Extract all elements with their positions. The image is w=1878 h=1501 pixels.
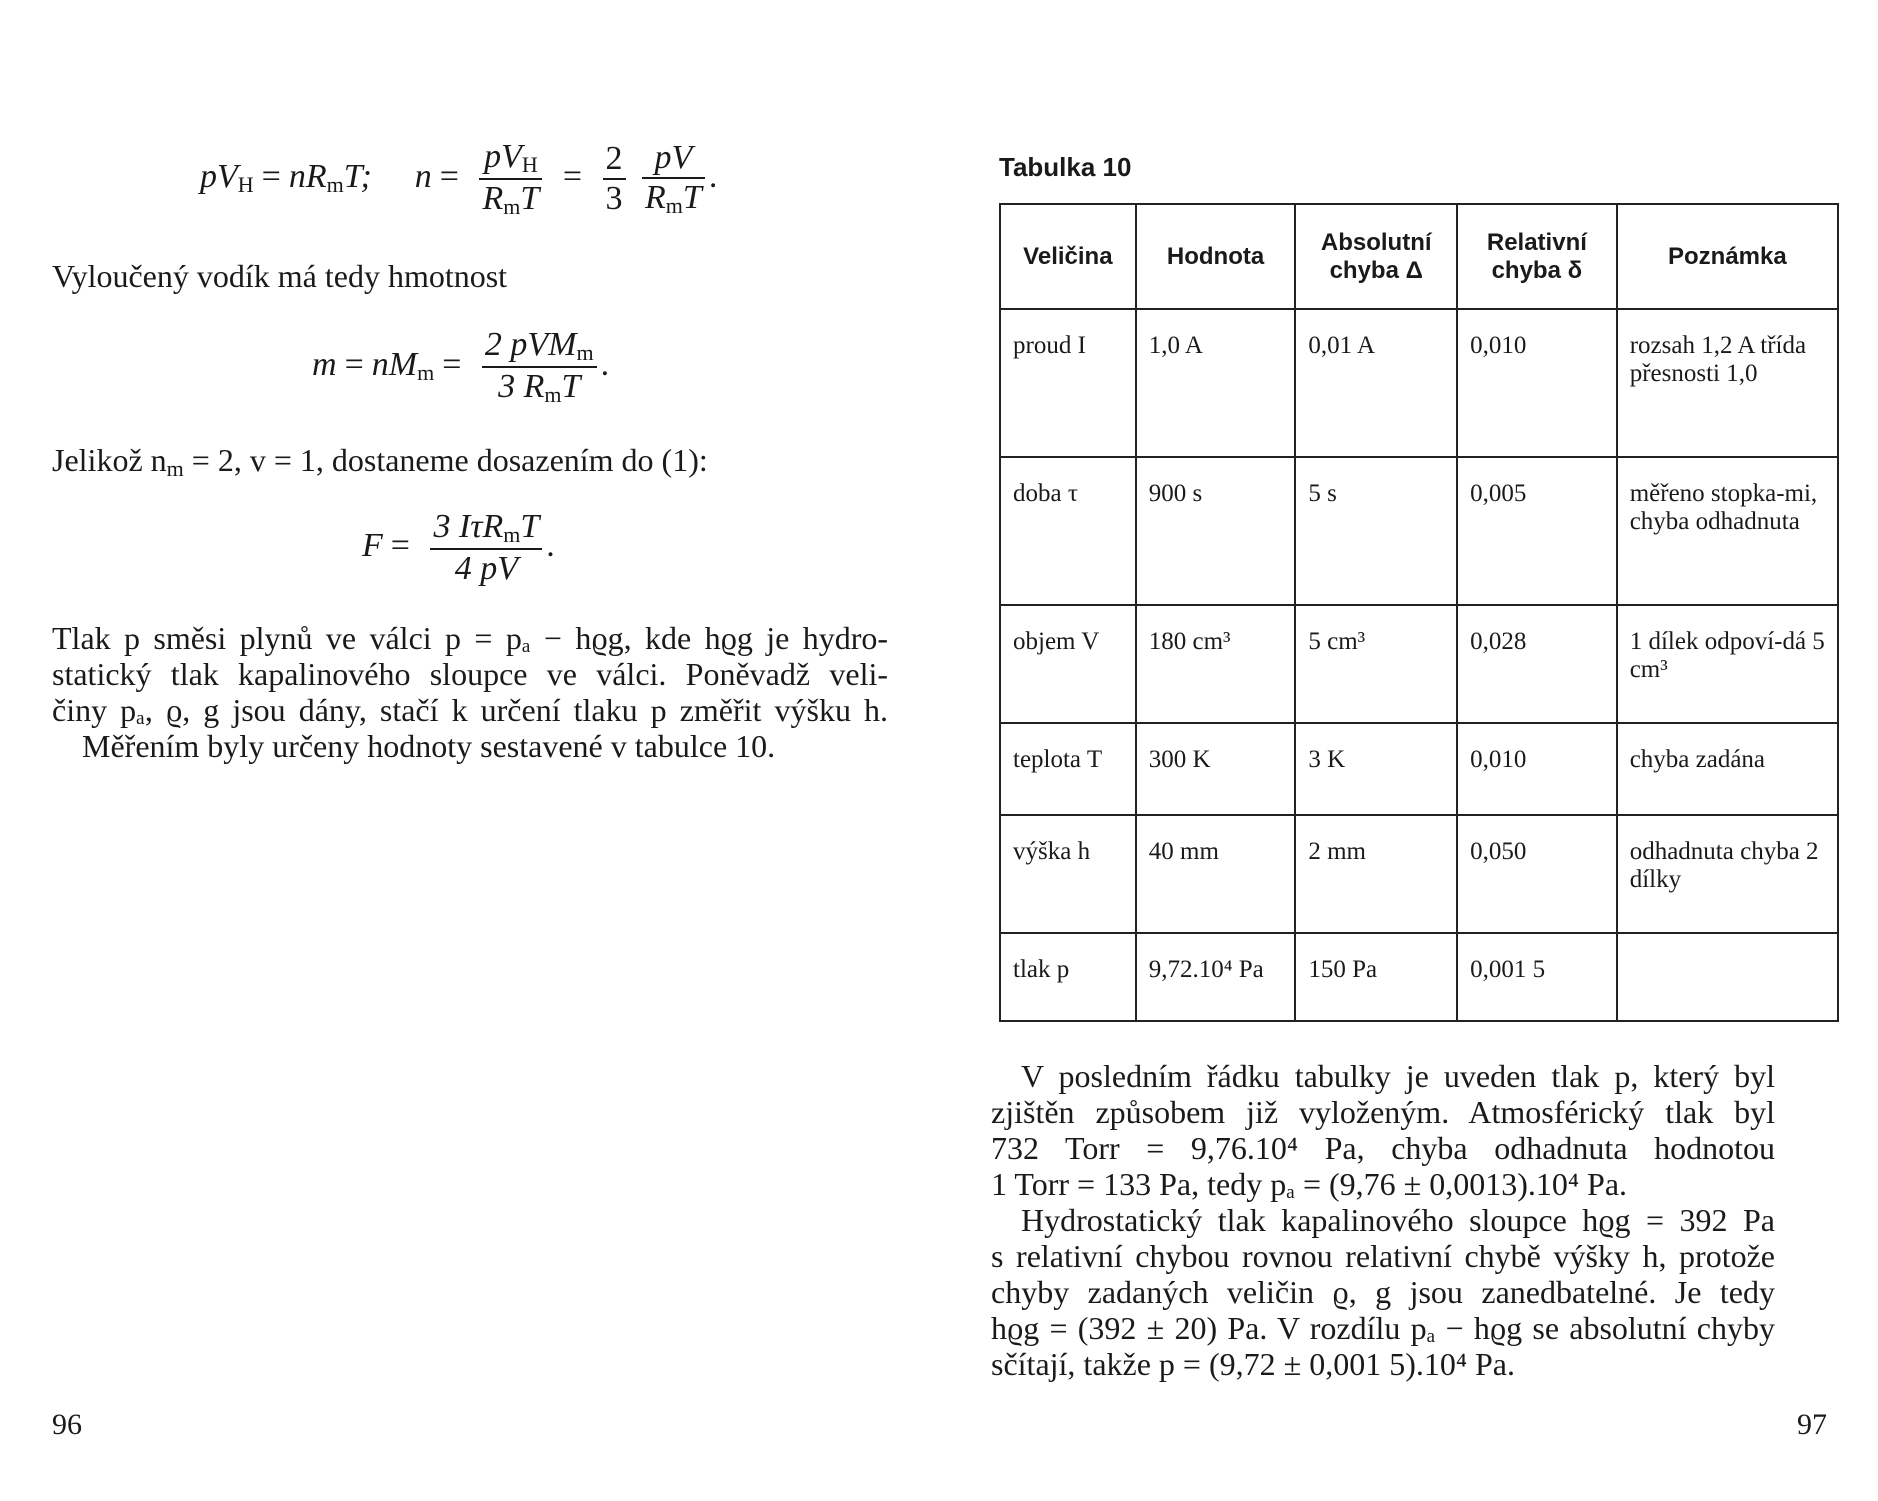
paragraph-line: 732 Torr = 9,76.10⁴ Pa, chyba odhadnuta hodnotou	[991, 1130, 1775, 1166]
table-header-row	[1000, 204, 1838, 309]
table-cell: 0,028	[1457, 605, 1617, 723]
table-cell: proud I	[1000, 309, 1136, 457]
paragraph-line: chyby zadaných veličin ϱ, g jsou zanedbatelné. Je tedy	[991, 1274, 1775, 1310]
table-row	[1000, 605, 1838, 723]
paragraph-line: Tlak p směsi plynů ve válci p = pₐ − hϱg, kde hϱg je hydro-	[52, 620, 888, 656]
table-cell: odhadnuta chyba 2 dílky	[1617, 815, 1838, 933]
paragraph-line: Hydrostatický tlak kapalinového sloupce hϱg = 392 Pa	[1021, 1202, 1775, 1238]
table-cell: doba τ	[1000, 457, 1136, 605]
table-cell: 300 K	[1136, 723, 1296, 815]
table-cell: 0,01 A	[1295, 309, 1457, 457]
paragraph-line: činy pₐ, ϱ, g jsou dány, stačí k určení tlaku p změřit výšku h.	[52, 692, 888, 728]
column-header: Veličina	[1000, 204, 1136, 309]
table-cell: rozsah 1,2 A třída přesnosti 1,0	[1617, 309, 1838, 457]
paragraph-gas-pressure	[52, 620, 888, 764]
table-row	[1000, 457, 1838, 605]
table-cell: 1 dílek odpoví-dá 5 cm³	[1617, 605, 1838, 723]
page-number: 96	[52, 1408, 82, 1441]
equation-ideal-gas: $pV_H = nR_mT$; n = $\frac{pV_H}{R_mT}$ = $\frac{2}{3}$ $\frac{pV}{R_mT}$ .	[200, 138, 718, 219]
table-row	[1000, 933, 1838, 1021]
table-cell: 900 s	[1136, 457, 1296, 605]
table-cell: 150 Pa	[1295, 933, 1457, 1021]
table-cell: 0,010	[1457, 723, 1617, 815]
table-cell: tlak p	[1000, 933, 1136, 1021]
right-page	[939, 0, 1878, 1501]
paragraph-line: zjištěn způsobem již vyloženým. Atmosférický tlak byl	[991, 1094, 1775, 1130]
measurement-table	[999, 203, 1839, 1022]
column-header: Hodnota	[1136, 204, 1296, 309]
paragraph-line: 1 Torr = 133 Pa, tedy pₐ = (9,76 ± 0,0013).10⁴ Pa.	[991, 1166, 1628, 1202]
table-cell	[1617, 933, 1838, 1021]
column-header: Absolutní chyba Δ	[1295, 204, 1457, 309]
table-cell: 5 cm³	[1295, 605, 1457, 723]
equation-faraday-constant: F = $\frac{3 I\tau R_mT}{4 pV}$ .	[362, 508, 555, 587]
page-number: 97	[1797, 1408, 1827, 1441]
table-cell: 1,0 A	[1136, 309, 1296, 457]
paragraph-hydrostatic	[991, 1202, 1775, 1382]
table-row	[1000, 723, 1838, 815]
table-cell: 9,72.10⁴ Pa	[1136, 933, 1296, 1021]
table-cell: objem V	[1000, 605, 1136, 723]
table-cell: 0,010	[1457, 309, 1617, 457]
table-row	[1000, 309, 1838, 457]
table-cell: měřeno stopka-mi, chyba odhadnuta	[1617, 457, 1838, 605]
table-cell: výška h	[1000, 815, 1136, 933]
table-cell: 180 cm³	[1136, 605, 1296, 723]
column-header: Poznámka	[1617, 204, 1838, 309]
paragraph-line: Měřením byly určeny hodnoty sestavené v tabulce 10.	[82, 728, 776, 764]
table-cell: teplota T	[1000, 723, 1136, 815]
paragraph-line: sčítají, takže p = (9,72 ± 0,001 5).10⁴ Pa.	[991, 1346, 1515, 1382]
equation-mass: $m = nM_m$ = $\frac{2 pVM_m}{3 R_mT}$ .	[312, 326, 610, 407]
text-hydrogen-mass: Vyloučený vodík má tedy hmotnost	[52, 258, 508, 294]
column-header: Relativní chyba δ	[1457, 204, 1617, 309]
table-cell: 0,001 5	[1457, 933, 1617, 1021]
table-cell: 0,005	[1457, 457, 1617, 605]
paragraph-last-row	[991, 1058, 1775, 1202]
paragraph-line: statický tlak kapalinového sloupce ve válci. Poněvadž veli-	[52, 656, 888, 692]
paragraph-line: s relativní chybou rovnou relativní chybě výšky h, protože	[991, 1238, 1775, 1274]
table-cell: 2 mm	[1295, 815, 1457, 933]
paragraph-line: hϱg = (392 ± 20) Pa. V rozdílu pₐ − hϱg se absolutní chyby	[991, 1310, 1775, 1346]
table-cell: 5 s	[1295, 457, 1457, 605]
text-substitution: Jelikož $n_m = 2$, v = 1, dostaneme dosazením do (1):	[52, 442, 708, 481]
table-cell: chyba zadána	[1617, 723, 1838, 815]
table-cell: 3 K	[1295, 723, 1457, 815]
paragraph-line: V posledním řádku tabulky je uveden tlak p, který byl	[1021, 1058, 1775, 1094]
table-row	[1000, 815, 1838, 933]
table-cell: 40 mm	[1136, 815, 1296, 933]
table-caption: Tabulka 10	[999, 152, 1132, 182]
table-cell: 0,050	[1457, 815, 1617, 933]
